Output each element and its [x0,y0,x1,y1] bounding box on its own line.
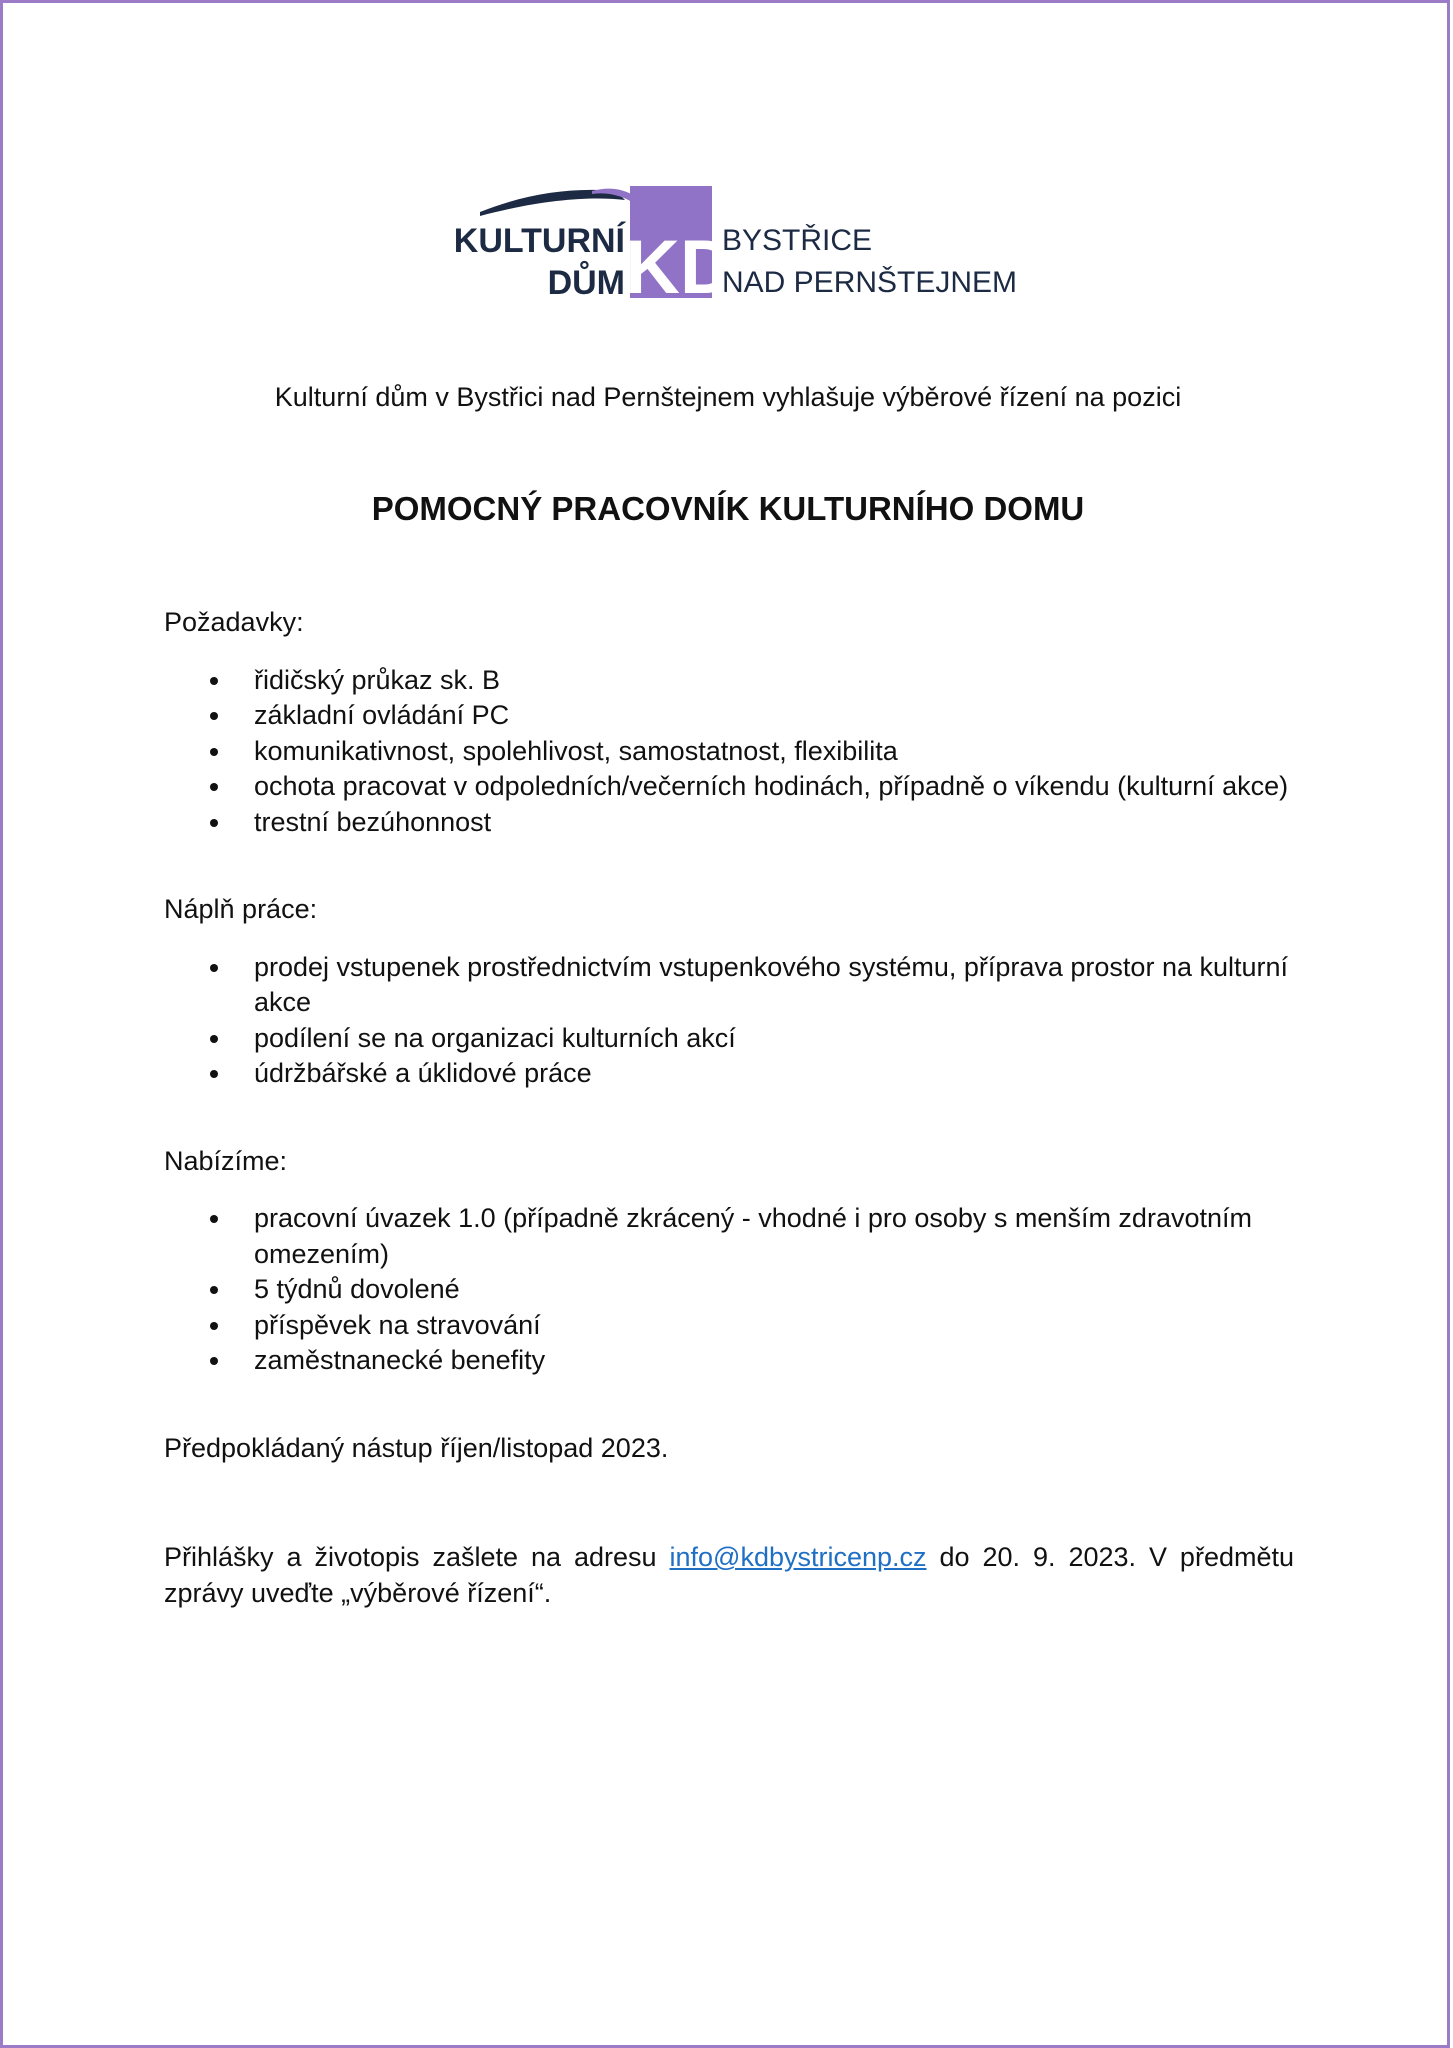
job-title: POMOCNÝ PRACOVNÍK KULTURNÍHO DOMU [371,490,1085,527]
list-item [164,950,1294,1021]
email-link[interactable]: info@kdbystricenp.cz [669,1542,927,1572]
logo-town-line2: NAD PERNŠTEJNEM [722,266,1018,299]
bullet-icon [210,1070,218,1078]
list-item-text: prodej vstupenek prostřednictvím vstupenkového systému, příprava prostor na kulturní akce [254,951,1289,1017]
bullet-icon [210,1322,218,1330]
duties-heading: Náplň práce: [164,894,318,924]
application-text-after: do 20. 9. 2023. V předmětu zprávy uveďte „výběrové řízení“. [164,1542,1294,1608]
intro-text: Kulturní dům v Bystřici nad Pernštejnem vyhlašuje výběrové řízení na pozici [274,382,1182,412]
offer-list [164,1201,1294,1379]
list-item-text: příspěvek na stravování [254,1309,541,1340]
bullet-icon [210,712,218,720]
bullet-icon [210,783,218,791]
list-item-text: ochota pracovat v odpoledních/večerních hodinách, případně o víkendu (kulturní akce) [254,771,1289,801]
list-item [164,663,1294,699]
bullet-icon [210,1286,218,1294]
list-item [164,1272,1294,1308]
list-item-text: základní ovládání PC [254,700,510,730]
offer-heading: Nabízíme: [164,1145,288,1176]
list-item-text: podílení se na organizaci kulturních akcí [254,1022,736,1053]
list-item-text: komunikativnost, spolehlivost, samostatnost, flexibilita [254,735,898,766]
list-item [164,1308,1294,1344]
application-text-before: Přihlášky a životopis zašlete na adresu [164,1542,670,1572]
spacer [164,1379,1294,1431]
list-item-text: 5 týdnů dovolené [254,1274,460,1304]
logo-word-dum: DŮM [547,264,625,302]
list-item-text: trestní bezúhonnost [254,806,492,837]
list-item-text: řidičský průkaz sk. B [254,664,501,695]
list-item [164,1343,1294,1379]
list-item [164,1056,1294,1092]
logo-word-kulturni: KULTURNÍ [453,222,625,260]
logo-swoosh-navy [480,190,625,216]
document-body [164,605,1294,1611]
logo-kd-mark: KD [625,225,735,310]
start-date-text: Předpokládaný nástup říjen/listopad 2023. [164,1432,669,1463]
logo-town-line1: BYSTŘICE [722,224,873,257]
list-item-text: zaměstnanecké benefity [254,1345,546,1375]
bullet-icon [210,819,218,827]
list-item [164,698,1294,734]
list-item [164,1201,1294,1272]
bullet-icon [210,1035,218,1043]
list-item-text: pracovní úvazek 1.0 (případně zkrácený - vhodné i pro osoby s menším zdravotním omezením) [254,1203,1252,1269]
list-item-text: údržbářské a úklidové práce [254,1058,592,1088]
list-item [164,734,1294,770]
kd-logo-graphic [453,186,1018,310]
bullet-icon [210,677,218,685]
bullet-icon [210,1215,218,1223]
requirements-list [164,663,1294,841]
spacer [164,1092,1294,1144]
list-item [164,805,1294,841]
spacer [164,840,1294,892]
bullet-icon [210,964,218,972]
application-text [164,1540,1294,1611]
bullet-icon [210,748,218,756]
list-item [164,769,1294,805]
requirements-heading: Požadavky: [164,607,304,637]
list-item [164,1021,1294,1057]
bullet-icon [210,1357,218,1365]
duties-list [164,950,1294,1092]
kd-logo [453,186,1018,310]
